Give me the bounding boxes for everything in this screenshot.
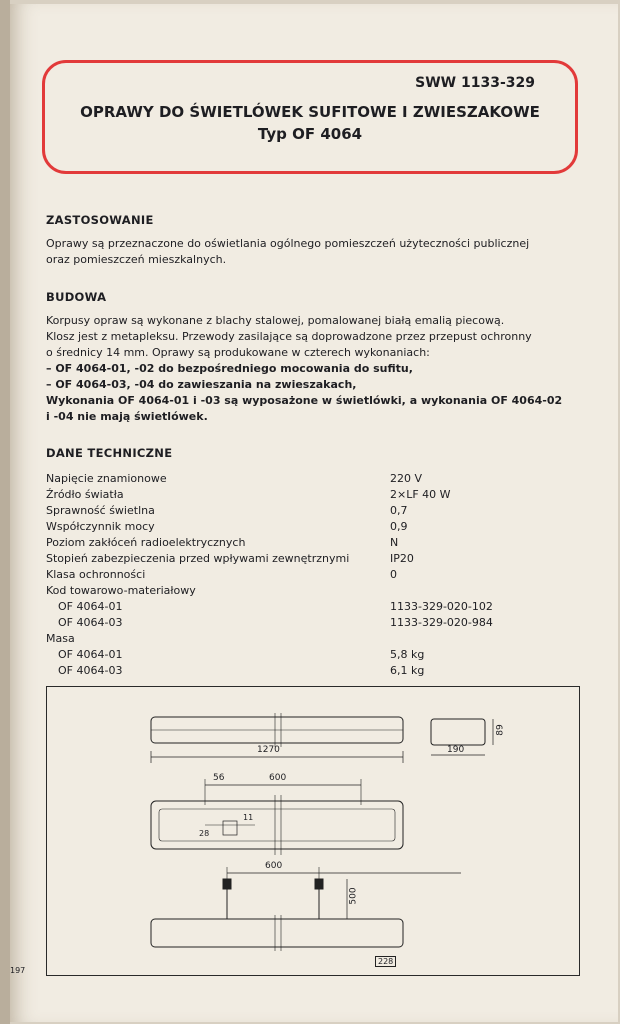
spec-label: Napięcie znamionowe: [46, 472, 167, 485]
luminaire-pendant-view: [151, 919, 403, 947]
document-title: OPRAWY DO ŚWIETLÓWEK SUFITOWE I ZWIESZAKOWE: [80, 103, 540, 121]
document-subtitle: Typ OF 4064: [257, 125, 363, 143]
standard-code: SWW 1133-329: [415, 75, 535, 91]
spec-value: 1133-329-020-984: [390, 616, 493, 629]
text-line: oraz pomieszczeń mieszkalnych.: [46, 253, 227, 266]
spec-label: Sprawność świetlna: [46, 504, 155, 517]
spec-label: Źródło światła: [46, 488, 124, 501]
ceiling-canopy: [223, 879, 231, 889]
spec-value: N: [390, 536, 399, 549]
dim-label-offset: 56: [213, 773, 225, 783]
spec-label: Kod towarowo-materiałowy: [46, 584, 196, 597]
dim-label-spacing-top: 600: [269, 773, 287, 783]
dim-label-small-2: 28: [199, 829, 210, 838]
section-heading-zastosowanie: ZASTOSOWANIE: [46, 213, 154, 227]
figure-number: 228: [375, 956, 396, 967]
text-line: i -04 nie mają świetlówek.: [46, 410, 208, 423]
text-line: Klosz jest z metapleksu. Przewody zasilające są doprowadzone przez przepust ochronny: [46, 330, 532, 343]
spec-value: 0,7: [390, 504, 408, 517]
page-number: 197: [10, 966, 26, 975]
technical-drawing-frame: [46, 686, 580, 976]
spec-value: 1133-329-020-102: [390, 600, 493, 613]
dim-label-length: 1270: [257, 745, 280, 755]
dim-label-spacing-bottom: 600: [265, 861, 283, 871]
text-line: Oprawy są przeznaczone do oświetlania ogólnego pomieszczeń użyteczności publicznej: [46, 237, 530, 250]
dim-label-drop: 500: [348, 887, 359, 905]
spec-label: OF 4064-03: [58, 616, 123, 629]
spec-value: IP20: [390, 552, 414, 565]
text-line: Wykonania OF 4064-01 i -03 są wyposażone w świetlówki, a wykonania OF 4064-02: [46, 394, 563, 407]
spec-label: Współczynnik mocy: [46, 520, 155, 533]
diffuser-outline: [159, 809, 395, 841]
section-heading-budowa: BUDOWA: [46, 290, 107, 304]
dim-label-small-1: 11: [243, 813, 254, 822]
spec-label: Klasa ochronności: [46, 568, 146, 581]
page-edge: [0, 0, 10, 1024]
paragraph-budowa: [46, 313, 586, 425]
spec-value: 2×LF 40 W: [390, 488, 451, 501]
spec-label: OF 4064-01: [58, 648, 123, 661]
spec-value: 220 V: [390, 472, 423, 485]
text-line: – OF 4064-01, -02 do bezpośredniego mocowania do sufitu,: [46, 362, 413, 375]
paragraph-zastosowanie: [46, 236, 586, 268]
spec-value: 0,9: [390, 520, 408, 533]
spec-label: Stopień zabezpieczenia przed wpływami zewnętrznymi: [46, 552, 350, 565]
dim-label-width: 190: [447, 745, 465, 755]
luminaire-end-view: [431, 719, 485, 745]
spec-value: 0: [390, 568, 397, 581]
ceiling-canopy: [315, 879, 323, 889]
text-line: o średnicy 14 mm. Oprawy są produkowane w czterech wykonaniach:: [46, 346, 430, 359]
luminaire-top-view: [151, 801, 403, 849]
spec-label: Masa: [46, 632, 75, 645]
spec-value: 5,8 kg: [390, 648, 425, 661]
header-frame: [42, 60, 578, 174]
spec-value: 6,1 kg: [390, 664, 425, 677]
dim-label-height: 89: [495, 724, 506, 736]
section-heading-dane: DANE TECHNICZNE: [46, 446, 173, 460]
text-line: Korpusy opraw są wykonane z blachy stalowej, pomalowanej białą emalią piecową.: [46, 314, 505, 327]
text-line: – OF 4064-03, -04 do zawieszania na zwieszakach,: [46, 378, 357, 391]
spec-label: Poziom zakłóceń radioelektrycznych: [46, 536, 246, 549]
spec-label: OF 4064-01: [58, 600, 123, 613]
mounting-point: [223, 821, 237, 835]
spec-label: OF 4064-03: [58, 664, 123, 677]
